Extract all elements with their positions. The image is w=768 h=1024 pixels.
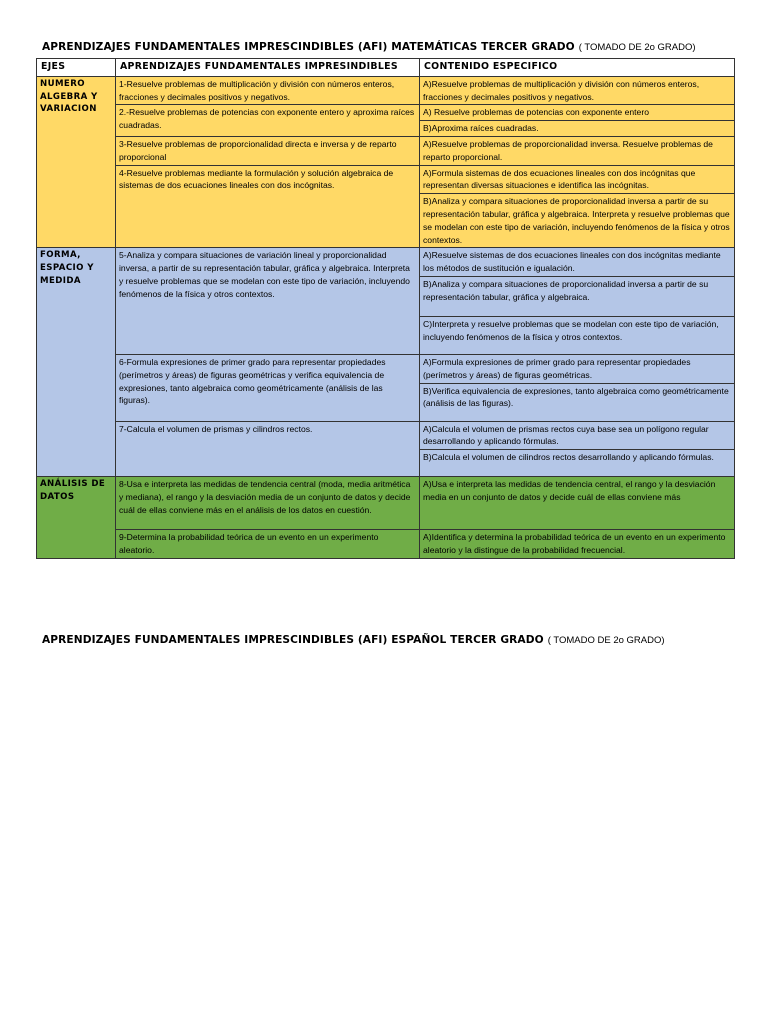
eje-numero-algebra: NUMERO ALGEBRA Y VARIACION <box>37 76 116 248</box>
aprendizaje-8: 8-Usa e interpreta las medidas de tendencia central (moda, media aritmética y mediana), el rango y la desviación media de un conjunto de datos y decide cuál de ellas conviene más en el análisis de los datos en cuestión. <box>116 477 420 530</box>
afi-math-table <box>36 58 735 559</box>
math-title: APRENDIZAJES FUNDAMENTALES IMPRESCINDIBLES (AFI) MATEMÁTICAS TERCER GRADO <box>42 41 575 53</box>
espanol-heading <box>42 630 665 648</box>
header-contenido: CONTENIDO ESPECIFICO <box>420 59 735 77</box>
espanol-title: APRENDIZAJES FUNDAMENTALES IMPRESCINDIBLES (AFI) ESPAÑOL TERCER GRADO <box>42 634 544 646</box>
math-heading <box>42 37 696 55</box>
contenido-1a: A)Resuelve problemas de multiplicación y división con números enteros, fracciones y decimales positivos y negativos. <box>420 76 735 105</box>
contenido-6b: B)Verifica equivalencia de expresiones, tanto algebraica como geométricamente (análisis de las figuras). <box>420 383 735 421</box>
eje-forma-espacio: FORMA, ESPACIO Y MEDIDA <box>37 248 116 477</box>
aprendizaje-9: 9-Determina la probabilidad teórica de un evento en un experimento aleatorio. <box>116 530 420 559</box>
contenido-2a: A) Resuelve problemas de potencias con exponente entero <box>420 105 735 121</box>
contenido-5a: A)Resuelve sistemas de dos ecuaciones lineales con dos incógnitas mediante los métodos de sustitución e igualación. <box>420 248 735 277</box>
contenido-6a: A)Formula expresiones de primer grado para representar propiedades (perímetros y áreas) de figuras geométricas. <box>420 354 735 383</box>
header-ejes: EJES <box>37 59 116 77</box>
table-row <box>37 354 735 383</box>
table-row <box>37 136 735 165</box>
math-subtitle: ( TOMADO DE 2o GRADO) <box>578 42 696 53</box>
contenido-7a: A)Calcula el volumen de prismas rectos cuya base sea un polígono regular desarrollando y aplicando fórmulas. <box>420 421 735 450</box>
espanol-subtitle: ( TOMADO DE 2o GRADO) <box>547 635 665 646</box>
table-row <box>37 421 735 450</box>
contenido-4a: A)Formula sistemas de dos ecuaciones lineales con dos incógnitas que representan diversas situaciones e identifica las incógnitas. <box>420 165 735 194</box>
contenido-5c: C)Interpreta y resuelve problemas que se modelan con este tipo de variación, incluyendo fenómenos de la física y otros contextos. <box>420 316 735 354</box>
table-row <box>37 477 735 530</box>
aprendizaje-5: 5-Analiza y compara situaciones de variación lineal y proporcionalidad inversa, a partir de su representación tabular, gráfica y algebraica. Interpreta y resuelve problemas que se modelan con este tipo de variación, incluyendo fenómenos de la física y otros contextos. <box>116 248 420 355</box>
contenido-7b: B)Calcula el volumen de cilindros rectos desarrollando y aplicando fórmulas. <box>420 450 735 477</box>
contenido-4b: B)Analiza y compara situaciones de proporcionalidad inversa a partir de su representación tabular, gráfica y algebraica. Interpreta y resuelve problemas que se modelan con este tipo de variación, incluyendo fenómenos de la física y otros contextos. <box>420 194 735 248</box>
table-row <box>37 248 735 277</box>
table-row <box>37 76 735 105</box>
contenido-3a: A)Resuelve problemas de proporcionalidad inversa. Resuelve problemas de reparto proporcional. <box>420 136 735 165</box>
table-header-row <box>37 59 735 77</box>
aprendizaje-2: 2.-Resuelve problemas de potencias con exponente entero y aproxima raíces cuadradas. <box>116 105 420 137</box>
table-row <box>37 530 735 559</box>
aprendizaje-1: 1-Resuelve problemas de multiplicación y división con números enteros, fracciones y decimales positivos y negativos. <box>116 76 420 105</box>
contenido-9a: A)Identifica y determina la probabilidad teórica de un evento en un experimento aleatorio y la distingue de la probabilidad frecuencial. <box>420 530 735 559</box>
table-row <box>37 105 735 121</box>
contenido-8a: A)Usa e interpreta las medidas de tendencia central, el rango y la desviación media en un conjunto de datos y decide cuál de ellas conviene más <box>420 477 735 530</box>
aprendizaje-6: 6-Formula expresiones de primer grado para representar propiedades (perímetros y áreas) de figuras geométricas y verifica equivalencia de expresiones, tanto algebraica como geométricamente (análisis de las figuras). <box>116 354 420 421</box>
header-aprendizajes: APRENDIZAJES FUNDAMENTALES IMPRESINDIBLES <box>116 59 420 77</box>
aprendizaje-7: 7-Calcula el volumen de prismas y cilindros rectos. <box>116 421 420 477</box>
eje-analisis-datos: ANÁLISIS DE DATOS <box>37 477 116 559</box>
table-row <box>37 165 735 194</box>
contenido-5b: B)Analiza y compara situaciones de proporcionalidad inversa a partir de su representación tabular, gráfica y algebraica. <box>420 276 735 316</box>
contenido-2b: B)Aproxima raíces cuadradas. <box>420 121 735 137</box>
aprendizaje-3: 3-Resuelve problemas de proporcionalidad directa e inversa y de reparto proporcional <box>116 136 420 165</box>
aprendizaje-4: 4-Resuelve problemas mediante la formulación y solución algebraica de sistemas de dos ecuaciones lineales con dos incógnitas. <box>116 165 420 248</box>
